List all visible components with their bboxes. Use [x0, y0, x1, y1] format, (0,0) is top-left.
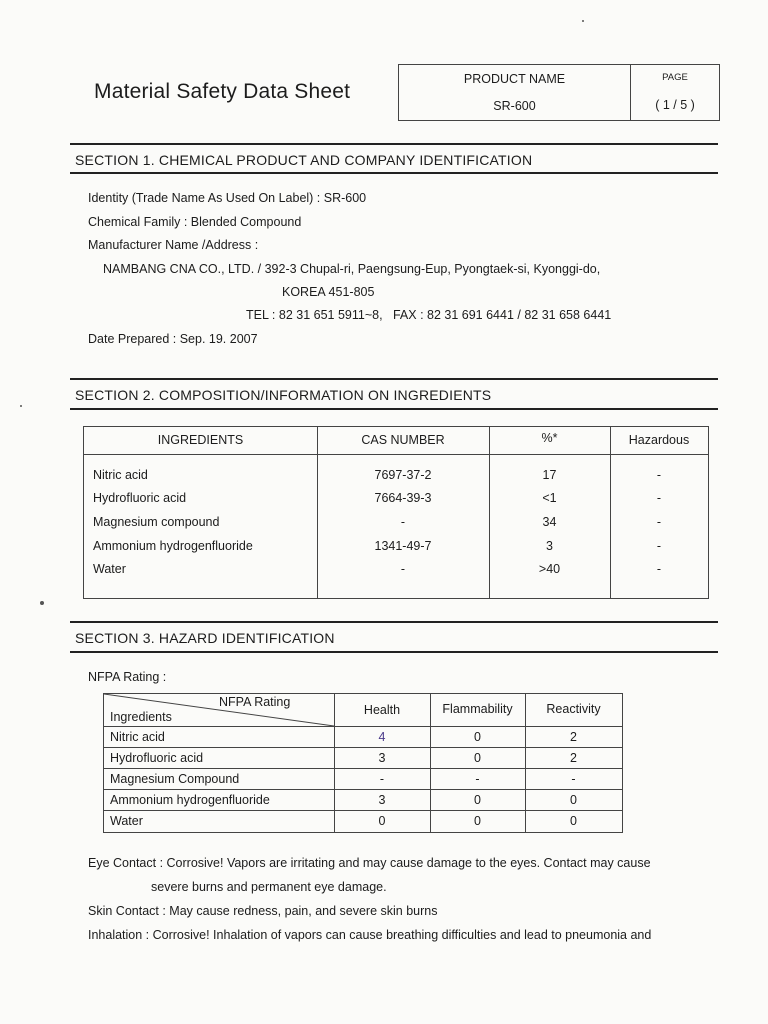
skin-contact-line: Skin Contact : May cause redness, pain, and severe skin burns: [88, 904, 438, 918]
column-header: Hazardous: [628, 433, 690, 447]
section-3-title: SECTION 3. HAZARD IDENTIFICATION: [75, 630, 335, 646]
health-rating: 3: [378, 751, 386, 765]
corner-header-top: NFPA Rating: [219, 695, 291, 709]
percent: 3: [546, 539, 553, 553]
reactivity-rating: 2: [570, 751, 577, 765]
hazardous: -: [656, 468, 662, 482]
composition-table: [83, 426, 709, 599]
row-divider: [104, 810, 622, 811]
identity-line: Identity (Trade Name As Used On Label) : SR-600: [88, 191, 367, 205]
scan-speck: [582, 20, 584, 22]
product-name-label: PRODUCT NAME: [463, 72, 566, 86]
page-number: ( 1 / 5 ): [655, 98, 695, 112]
section-rule: [70, 621, 718, 623]
percent: 17: [542, 468, 557, 482]
section-rule: [70, 172, 718, 174]
hazardous: -: [656, 562, 662, 576]
column-header: %*: [541, 431, 558, 445]
hazardous: -: [656, 515, 662, 529]
ingredient-name: Magnesium Compound: [110, 772, 240, 786]
address-line-2: KOREA 451-805: [282, 285, 375, 299]
header-divider: [84, 454, 708, 455]
inhalation-line: Inhalation : Corrosive! Inhalation of vapors can cause breathing difficulties and lead to pneumonia and: [88, 928, 652, 942]
health-rating: 4: [378, 730, 386, 744]
row-divider: [104, 768, 622, 769]
date-prepared: Date Prepared : Sep. 19. 2007: [88, 332, 258, 346]
address-line-1: NAMBANG CNA CO., LTD. / 392-3 Chupal-ri, Paengsung-Eup, Pyongtaek-si, Kyonggi-do,: [103, 262, 601, 276]
percent: 34: [542, 515, 557, 529]
product-name-value: SR-600: [493, 99, 536, 113]
column-header: Flammability: [442, 702, 513, 716]
flammability-rating: 0: [474, 751, 481, 765]
row-divider: [104, 747, 622, 748]
section-rule: [70, 408, 718, 410]
percent: <1: [542, 491, 557, 505]
section-rule: [70, 143, 718, 145]
product-info-box: [398, 64, 720, 121]
section-1-title: SECTION 1. CHEMICAL PRODUCT AND COMPANY IDENTIFICATION: [75, 152, 533, 168]
percent: >40: [538, 562, 561, 576]
chemical-family-line: Chemical Family : Blended Compound: [88, 215, 302, 229]
corner-header-bottom: Ingredients: [110, 710, 172, 724]
ingredient-name: Hydrofluoric acid: [110, 751, 204, 765]
ingredient-name: Nitric acid: [110, 730, 165, 744]
hazardous: -: [656, 491, 662, 505]
reactivity-rating: 0: [570, 814, 577, 828]
reactivity-rating: 2: [570, 730, 577, 744]
column-header: Health: [363, 703, 401, 717]
health-rating: -: [379, 772, 385, 786]
contact-line: TEL : 82 31 651 5911~8, FAX : 82 31 691 6441 / 82 31 658 6441: [246, 308, 612, 322]
ingredient-name: Magnesium compound: [93, 515, 220, 529]
column-header: CAS NUMBER: [361, 433, 445, 447]
column-header: INGREDIENTS: [157, 433, 244, 447]
hazardous: -: [656, 539, 662, 553]
flammability-rating: -: [475, 772, 480, 786]
scan-speck: [20, 405, 22, 407]
cas-number: 1341-49-7: [374, 539, 432, 553]
health-rating: 0: [378, 814, 386, 828]
page-label: PAGE: [662, 72, 688, 83]
ingredient-name: Nitric acid: [93, 468, 148, 482]
ingredient-name: Water: [93, 562, 126, 576]
nfpa-table: [103, 693, 623, 833]
health-rating: 3: [378, 793, 386, 807]
reactivity-rating: -: [571, 772, 576, 786]
ingredient-name: Ammonium hydrogenfluoride: [93, 539, 253, 553]
nfpa-rating-label: NFPA Rating :: [88, 670, 167, 684]
flammability-rating: 0: [474, 793, 481, 807]
cas-number: -: [400, 515, 406, 529]
eye-contact-line-2: severe burns and permanent eye damage.: [151, 880, 387, 894]
ingredient-name: Water: [110, 814, 143, 828]
row-divider: [104, 726, 622, 727]
cas-number: 7664-39-3: [374, 491, 432, 505]
section-rule: [70, 651, 718, 653]
scan-speck: [40, 601, 44, 605]
ingredient-name: Hydrofluoric acid: [93, 491, 187, 505]
manufacturer-label: Manufacturer Name /Address :: [88, 238, 259, 252]
reactivity-rating: 0: [570, 793, 577, 807]
section-2-title: SECTION 2. COMPOSITION/INFORMATION ON INGREDIENTS: [75, 387, 492, 403]
flammability-rating: 0: [474, 814, 481, 828]
eye-contact-line-1: Eye Contact : Corrosive! Vapors are irritating and may cause damage to the eyes. Contact may cause: [88, 856, 651, 870]
cas-number: 7697-37-2: [374, 468, 432, 482]
column-header: Reactivity: [546, 702, 601, 716]
flammability-rating: 0: [474, 730, 481, 744]
document-title: Material Safety Data Sheet: [94, 80, 351, 103]
section-rule: [70, 378, 718, 380]
cas-number: -: [400, 562, 406, 576]
ingredient-name: Ammonium hydrogenfluoride: [110, 793, 270, 807]
row-divider: [104, 789, 622, 790]
